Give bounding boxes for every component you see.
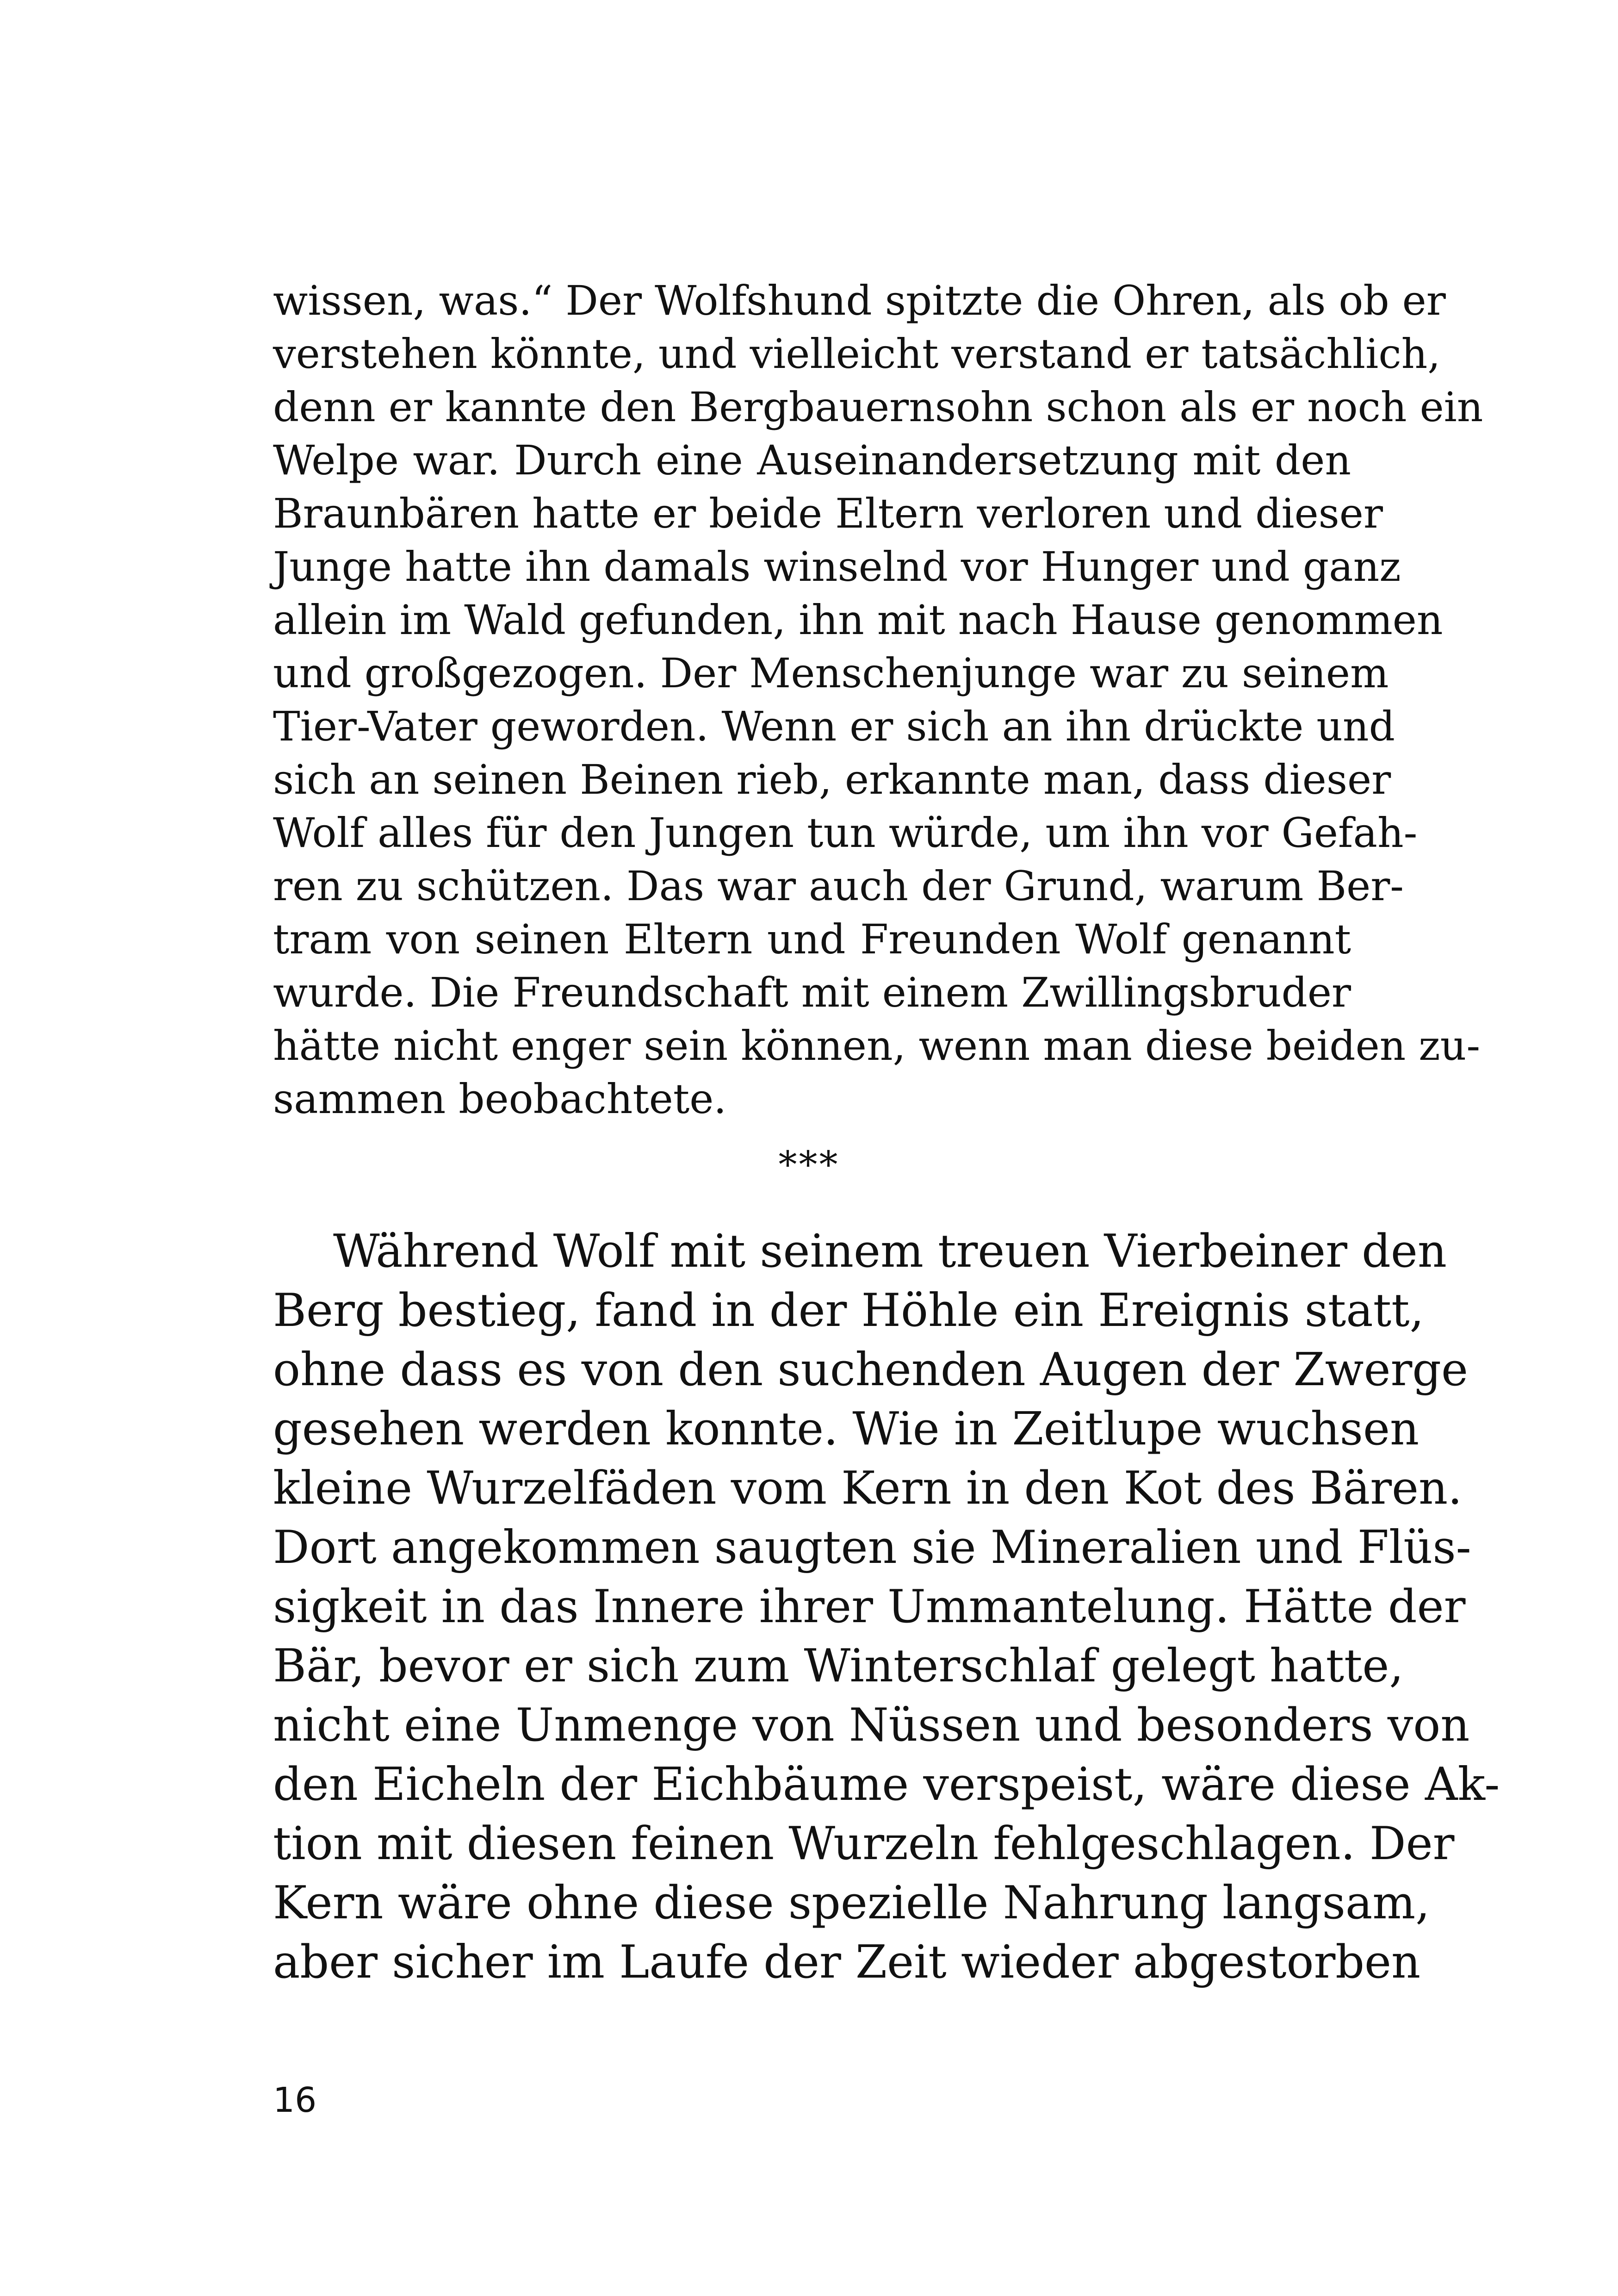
text-line: aber sicher im Laufe der Zeit wieder abgestorben [273, 1936, 1421, 1989]
text-line: Wolf alles für den Jungen tun würde, um ihn vor Gefah- [273, 809, 1418, 857]
text-line: hätte nicht enger sein können, wenn man diese beiden zu- [273, 1022, 1481, 1070]
text-line: Bär, bevor er sich zum Winterschlaf gelegt hatte, [273, 1640, 1404, 1692]
text-line: und großgezogen. Der Menschenjunge war zu seinem [273, 649, 1389, 697]
text-line: Junge hatte ihn damals winselnd vor Hunger und ganz [273, 543, 1401, 591]
text-line: ohne dass es von den suchenden Augen der Zwerge [273, 1344, 1469, 1396]
paragraph-1 [273, 274, 1483, 1126]
section-break: *** [778, 1143, 840, 1186]
text-line: denn er kannte den Bergbauernsohn schon als er noch ein [273, 383, 1483, 431]
text-line: wurde. Die Freundschaft mit einem Zwillingsbruder [273, 969, 1351, 1016]
paragraph-2 [273, 1222, 1500, 1992]
text-line: nicht eine Unmenge von Nüssen und besonders von [273, 1699, 1470, 1752]
text-line: sammen beobachtete. [273, 1075, 727, 1123]
text-line: sigkeit in das Innere ihrer Ummantelung. Hätte der [273, 1580, 1466, 1633]
page-number: 16 [273, 2080, 317, 2120]
text-line: den Eicheln der Eichbäume verspeist, wäre diese Ak- [273, 1758, 1500, 1811]
text-line: verstehen könnte, und vielleicht verstand er tatsächlich, [273, 330, 1441, 378]
text-line: tram von seinen Eltern und Freunden Wolf genannt [273, 915, 1351, 963]
text-line: Berg bestieg, fand in der Höhle ein Ereignis statt, [273, 1284, 1424, 1337]
text-line: Tier-Vater geworden. Wenn er sich an ihn drückte und [273, 703, 1395, 750]
text-line: ren zu schützen. Das war auch der Grund, warum Ber- [273, 862, 1404, 910]
text-line: gesehen werden konnte. Wie in Zeitlupe wuchsen [273, 1403, 1420, 1456]
text-line: wissen, was.“ Der Wolfshund spitzte die Ohren, als ob er [273, 277, 1446, 324]
text-line: Dort angekommen saugten sie Mineralien und Flüs- [273, 1521, 1471, 1574]
text-line: Kern wäre ohne diese spezielle Nahrung langsam, [273, 1877, 1430, 1929]
text-line: allein im Wald gefunden, ihn mit nach Hause genommen [273, 596, 1443, 644]
text-line: Während Wolf mit seinem treuen Vierbeiner den [333, 1225, 1447, 1278]
text-line: tion mit diesen feinen Wurzeln fehlgeschlagen. Der [273, 1817, 1455, 1870]
text-line: Braunbären hatte er beide Eltern verloren und dieser [273, 490, 1383, 537]
text-line: sich an seinen Beinen rieb, erkannte man, dass dieser [273, 756, 1391, 803]
text-line: kleine Wurzelfäden vom Kern in den Kot des Bären. [273, 1462, 1463, 1515]
text-line: Welpe war. Durch eine Auseinandersetzung mit den [273, 436, 1351, 484]
